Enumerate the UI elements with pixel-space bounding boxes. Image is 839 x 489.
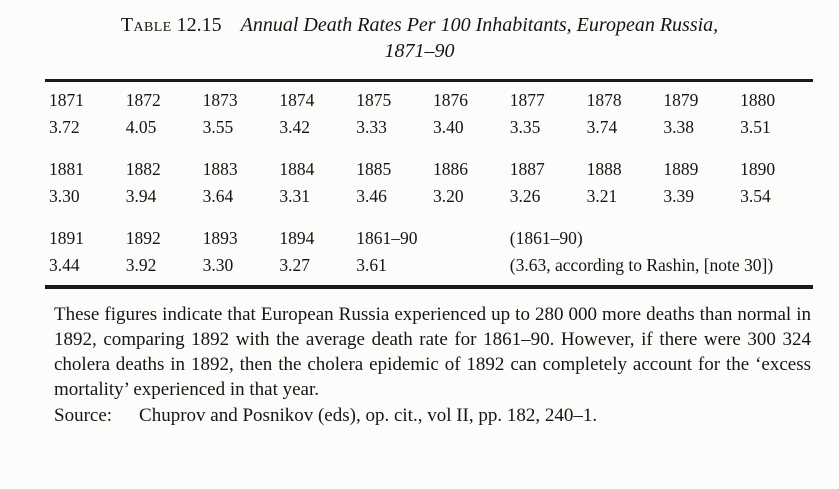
rate-cell: 3.35 bbox=[509, 117, 541, 137]
year-cell: 1890 bbox=[740, 159, 776, 179]
year-cell: 1891 bbox=[49, 228, 84, 248]
commentary-paragraph: These figures indicate that European Russia experienced up to 280 000 more deaths than normal in 1892, comparing 1892 with the average death rate for 1861–90. However, if there were 300 324 cholera deaths in 1892, then the cholera epidemic of 1892 can completely account for the ‘excess mortality’ experienced in that year. bbox=[54, 304, 811, 400]
year-cell: 1894 bbox=[279, 228, 315, 248]
table-title-range: 1871–90 bbox=[384, 40, 455, 62]
year-row-1881-1890 bbox=[45, 151, 813, 183]
rate-cell: 3.39 bbox=[663, 186, 694, 206]
rate-cell: 3.94 bbox=[125, 186, 157, 206]
year-cell: 1886 bbox=[432, 159, 468, 179]
table-number: 12.15 bbox=[176, 14, 222, 36]
rate-cell: 3.51 bbox=[740, 117, 771, 137]
year-cell: 1874 bbox=[279, 90, 315, 110]
rate-cell: 3.38 bbox=[663, 117, 694, 137]
death-rates-table bbox=[45, 79, 813, 289]
rate-cell: 3.64 bbox=[202, 186, 234, 206]
year-cell: 1881 bbox=[49, 159, 84, 179]
rate-cell: 3.44 bbox=[49, 255, 80, 275]
year-cell: 1882 bbox=[125, 159, 161, 179]
year-cell: 1889 bbox=[663, 159, 699, 179]
rate-cell: 3.30 bbox=[49, 186, 80, 206]
alt-period-label-cell: (1861–90) bbox=[509, 228, 583, 248]
period-label-cell: 1861–90 bbox=[356, 228, 418, 248]
rate-cell: 3.33 bbox=[356, 117, 387, 137]
rate-row-1881-1890 bbox=[45, 183, 813, 220]
year-cell: 1884 bbox=[279, 159, 315, 179]
year-row-1891-1894 bbox=[45, 220, 813, 252]
rate-cell: 3.54 bbox=[740, 186, 771, 206]
year-cell: 1893 bbox=[202, 228, 238, 248]
rate-cell: 3.21 bbox=[586, 186, 618, 206]
table-title: Annual Death Rates Per 100 Inhabitants, European Russia, bbox=[240, 14, 719, 36]
rate-cell: 3.55 bbox=[202, 117, 234, 137]
source-label: Source: bbox=[54, 405, 113, 426]
source-line bbox=[54, 403, 839, 428]
year-cell: 1878 bbox=[586, 90, 622, 110]
table-caption bbox=[0, 0, 839, 64]
year-cell: 1873 bbox=[202, 90, 238, 110]
table-caption-line1 bbox=[0, 13, 839, 38]
year-cell: 1885 bbox=[356, 159, 392, 179]
rate-cell: 3.31 bbox=[279, 186, 311, 206]
rate-cell: 3.72 bbox=[49, 117, 80, 137]
rate-cell: 3.46 bbox=[356, 186, 387, 206]
rate-cell: 3.42 bbox=[279, 117, 311, 137]
table-label: Table bbox=[120, 14, 172, 36]
rate-row-1871-1880 bbox=[45, 114, 813, 151]
rate-cell: 3.92 bbox=[125, 255, 157, 275]
source-text: Chuprov and Posnikov (eds), op. cit., vol II, pp. 182, 240–1. bbox=[139, 405, 598, 426]
year-cell: 1876 bbox=[432, 90, 468, 110]
year-cell: 1871 bbox=[49, 90, 84, 110]
year-cell: 1877 bbox=[509, 90, 545, 110]
rate-cell: 3.30 bbox=[202, 255, 234, 275]
rate-cell: 4.05 bbox=[125, 117, 157, 137]
year-cell: 1879 bbox=[663, 90, 699, 110]
rate-cell: 3.26 bbox=[509, 186, 541, 206]
rate-cell: 3.20 bbox=[432, 186, 464, 206]
year-cell: 1875 bbox=[356, 90, 392, 110]
year-row-1871-1880 bbox=[45, 81, 813, 115]
year-cell: 1872 bbox=[125, 90, 161, 110]
rate-cell: 3.74 bbox=[586, 117, 618, 137]
year-cell: 1880 bbox=[740, 90, 776, 110]
alt-period-rate-cell: (3.63, according to Rashin, [note 30]) bbox=[509, 255, 774, 275]
table-caption-line2 bbox=[0, 39, 839, 64]
year-cell: 1892 bbox=[125, 228, 161, 248]
period-rate-cell: 3.61 bbox=[356, 255, 387, 275]
year-cell: 1883 bbox=[202, 159, 238, 179]
rate-cell: 3.27 bbox=[279, 255, 311, 275]
rate-cell: 3.40 bbox=[432, 117, 464, 137]
year-cell: 1888 bbox=[586, 159, 622, 179]
rate-row-1891-1894 bbox=[45, 252, 813, 287]
year-cell: 1887 bbox=[509, 159, 545, 179]
